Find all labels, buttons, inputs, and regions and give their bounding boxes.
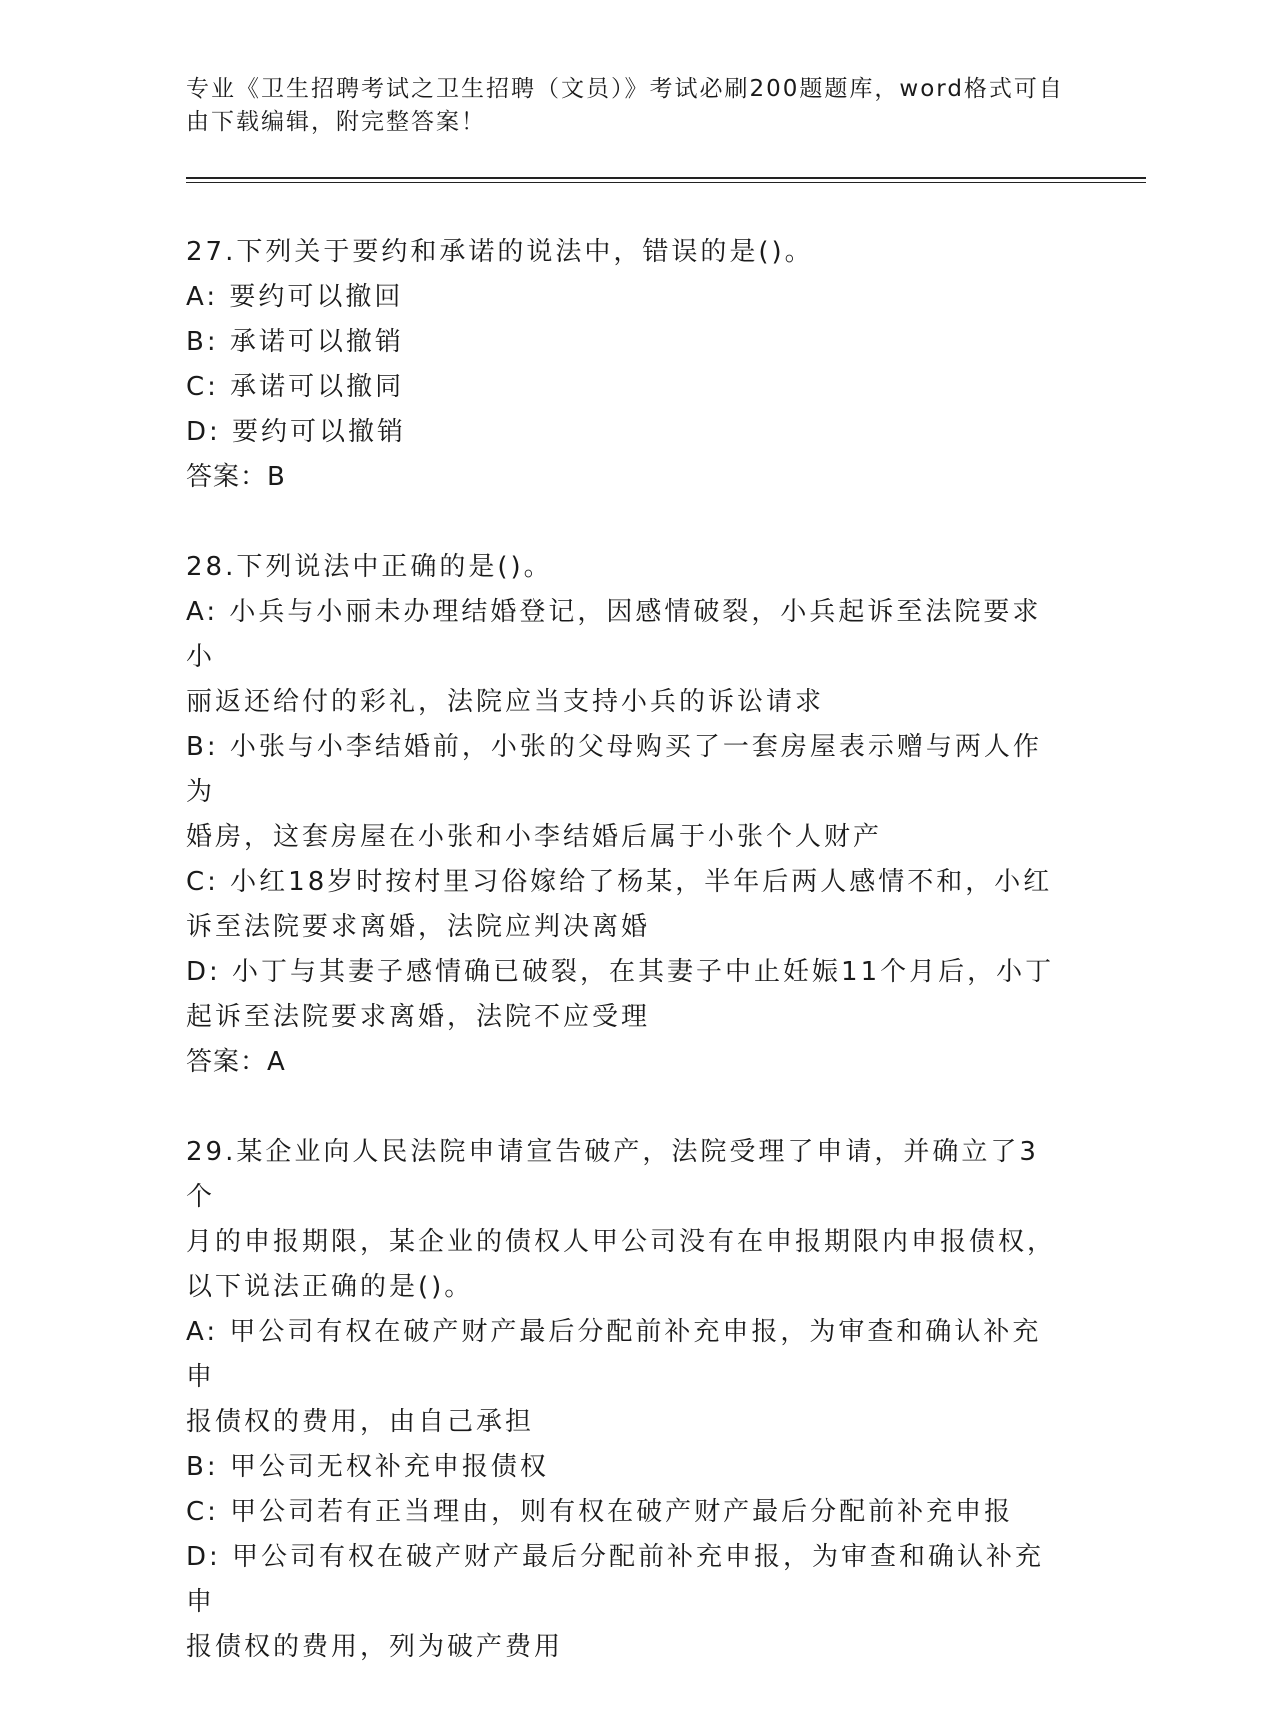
option-a — [186, 1310, 1066, 1445]
answer-label: 答案：A — [186, 1047, 286, 1077]
option-line: 诉至法院要求离婚，法院应判决离婚 — [186, 912, 651, 942]
option-line: B: 承诺可以撤销 — [186, 327, 404, 357]
option-line: 报债权的费用，由自己承担 — [186, 1407, 535, 1437]
answer-label: 答案：B — [186, 462, 286, 492]
question-stem: 以下说法正确的是()。 — [186, 1272, 474, 1302]
option-line: A: 要约可以撤回 — [186, 282, 404, 312]
option-line: A: 小兵与小丽未办理结婚登记，因感情破裂，小兵起诉至法院要求小 — [186, 597, 1042, 672]
option-line: B: 小张与小李结婚前，小张的父母购买了一套房屋表示赠与两人作为 — [186, 732, 1042, 807]
option-line: 起诉至法院要求离婚，法院不应受理 — [186, 1002, 651, 1032]
option-c — [186, 1490, 1066, 1535]
header-line-1: 专业《卫生招聘考试之卫生招聘（文员）》考试必刷200题题库，word格式可自 — [186, 76, 1064, 102]
question-list — [186, 230, 1066, 1715]
question-28 — [186, 545, 1066, 1085]
option-line: C: 承诺可以撤同 — [186, 372, 405, 402]
option-b — [186, 1445, 1066, 1490]
option-c — [186, 365, 1066, 410]
option-line: B: 甲公司无权补充申报债权 — [186, 1452, 549, 1482]
option-c — [186, 860, 1066, 950]
question-stem: 27.下列关于要约和承诺的说法中，错误的是()。 — [186, 237, 814, 267]
option-line: A: 甲公司有权在破产财产最后分配前补充申报，为审查和确认补充申 — [186, 1317, 1042, 1392]
document-header — [186, 73, 1066, 139]
header-line-2: 由下载编辑，附完整答案！ — [186, 109, 486, 135]
option-line: 丽返还给付的彩礼，法院应当支持小兵的诉讼请求 — [186, 687, 825, 717]
option-a — [186, 275, 1066, 320]
option-d — [186, 950, 1066, 1040]
option-line: 婚房，这套房屋在小张和小李结婚后属于小张个人财产 — [186, 822, 883, 852]
option-line: D: 甲公司有权在破产财产最后分配前补充申报，为审查和确认补充申 — [186, 1542, 1045, 1617]
question-27 — [186, 230, 1066, 500]
option-b — [186, 320, 1066, 365]
header-divider-thin — [186, 182, 1146, 183]
question-stem: 28.下列说法中正确的是()。 — [186, 552, 553, 582]
option-a — [186, 590, 1066, 725]
question-stem: 29.某企业向人民法院申请宣告破产，法院受理了申请，并确立了3个 — [186, 1137, 1039, 1212]
option-line: D: 要约可以撤销 — [186, 417, 407, 447]
option-line: 报债权的费用，列为破产费用 — [186, 1632, 564, 1662]
option-b — [186, 725, 1066, 860]
question-stem: 月的申报期限，某企业的债权人甲公司没有在申报期限内申报债权， — [186, 1227, 1057, 1257]
option-line: D: 小丁与其妻子感情确已破裂，在其妻子中止妊娠11个月后，小丁 — [186, 957, 1055, 987]
header-divider-thick — [186, 177, 1146, 179]
question-29 — [186, 1130, 1066, 1670]
option-line: C: 小红18岁时按村里习俗嫁给了杨某，半年后两人感情不和，小红 — [186, 867, 1053, 897]
option-line: C: 甲公司若有正当理由，则有权在破产财产最后分配前补充申报 — [186, 1497, 1014, 1527]
option-d — [186, 410, 1066, 455]
